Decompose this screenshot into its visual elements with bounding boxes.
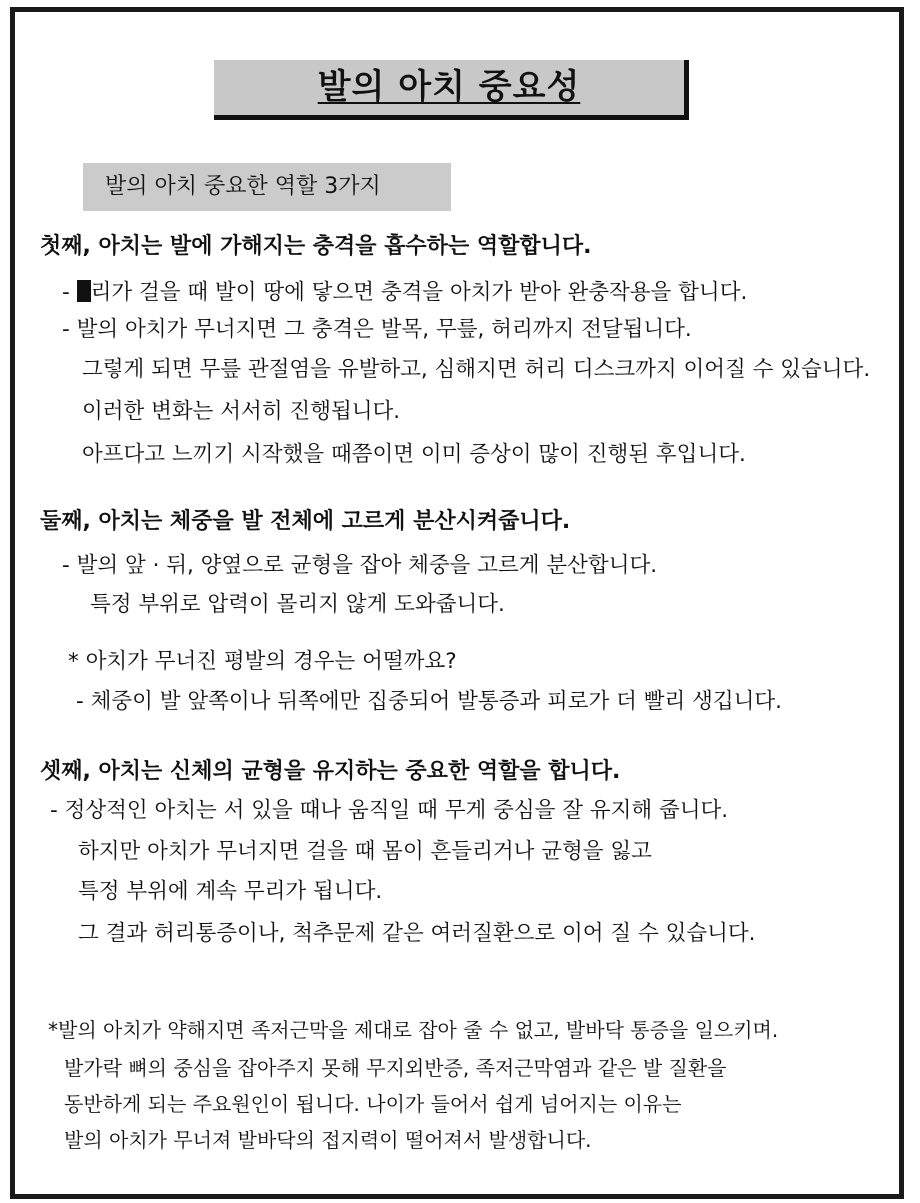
footnote-line1: *발의 아치가 약해지면 족저근막을 제대로 잡아 줄 수 없고, 발바닥 통증을 일으키며. (48, 1018, 779, 1042)
title-banner (214, 60, 689, 120)
section3-line2: 하지만 아치가 무너지면 걸을 때 몸이 흔들리거나 균형을 잃고 (78, 839, 652, 864)
section1-line2: - 발의 아치가 무너지면 그 충격은 발목, 무릎, 허리까지 전달됩니다. (62, 317, 692, 342)
section2-line2: 특정 부위로 압력이 몰리지 않게 도와줍니다. (90, 592, 505, 617)
section1-line1-text: 리가 걸을 때 발이 땅에 닿으면 충격을 아치가 받아 완충작용을 합니다. (90, 280, 748, 305)
section3-line1: - 정상적인 아치는 서 있을 때나 움직일 때 무게 중심을 잘 유지해 줍니다. (50, 798, 729, 823)
section3-heading: 셋째, 아치는 신체의 균형을 유지하는 중요한 역할을 합니다. (40, 759, 621, 784)
section1-line3: 그렇게 되면 무릎 관절염을 유발하고, 심해지면 허리 디스크까지 이어질 수 있습니다. (82, 357, 871, 382)
section2-heading: 둘째, 아치는 체중을 발 전체에 고르게 분산시켜줍니다. (40, 509, 571, 534)
section2-line1: - 발의 앞 · 뒤, 양옆으로 균형을 잡아 체중을 고르게 분산합니다. (62, 553, 658, 578)
footnote-line4: 발의 아치가 무너져 발바닥의 접지력이 떨어져서 발생합니다. (64, 1128, 592, 1152)
page-title: 발의 아치 중요성 (317, 67, 581, 107)
section1-heading: 첫째, 아치는 발에 가해지는 충격을 흡수하는 역할합니다. (40, 234, 592, 259)
section1-line1 (62, 279, 747, 307)
footnote-line3: 동반하게 되는 주요원인이 됩니다. 나이가 들어서 쉽게 넘어지는 이유는 (64, 1092, 682, 1116)
subtitle-banner (83, 163, 451, 211)
footnote-line2: 발가락 뼈의 중심을 잡아주지 못해 무지외반증, 족저근막염과 같은 발 질환을 (64, 1056, 727, 1080)
section1-line5: 아프다고 느끼기 시작했을 때쯤이면 이미 증상이 많이 진행된 후입니다. (82, 442, 746, 467)
section3-line4: 그 결과 허리통증이나, 척추문제 같은 여러질환으로 이어 질 수 있습니다. (78, 921, 756, 946)
section3-line3: 특정 부위에 계속 무리가 됩니다. (78, 879, 383, 904)
section1-line4: 이러한 변화는 서서히 진행됩니다. (82, 399, 401, 424)
redaction-block (77, 280, 91, 302)
section2-note-question: * 아치가 무너진 평발의 경우는 어떨까요? (68, 649, 457, 674)
section2-note-answer: - 체중이 발 앞쪽이나 뒤쪽에만 집중되어 발통증과 피로가 더 빨리 생깁니다. (76, 689, 783, 714)
section1-line1-prefix: - (62, 280, 77, 305)
subtitle: 발의 아치 중요한 역할 3가지 (105, 174, 381, 199)
